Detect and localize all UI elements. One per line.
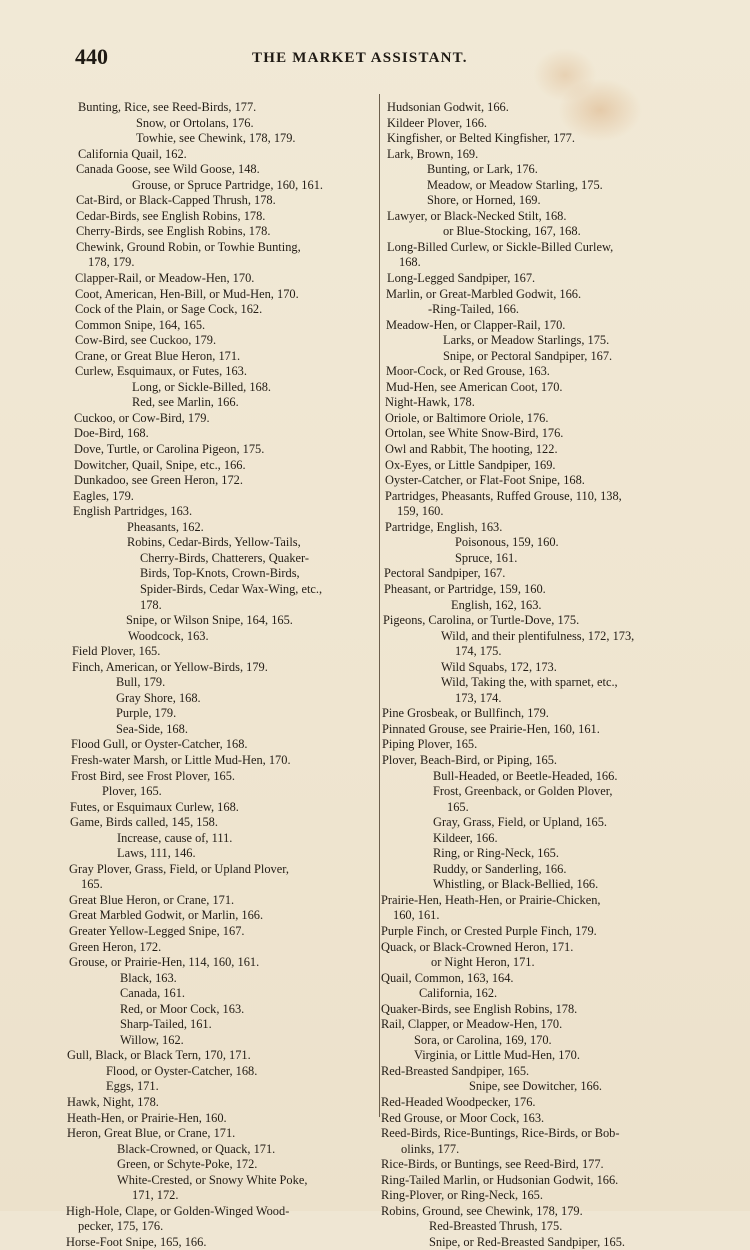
index-entry: Grouse, or Prairie-Hen, 114, 160, 161.: [69, 955, 260, 970]
index-entry: Red-Headed Woodpecker, 176.: [381, 1095, 536, 1109]
index-entry: Chewink, Ground Robin, or Towhie Bunting,: [76, 239, 301, 254]
index-entry: pecker, 175, 176.: [78, 1219, 164, 1234]
index-entry: Eggs, 171.: [106, 1079, 159, 1094]
index-entry: Virginia, or Little Mud-Hen, 170.: [414, 1048, 580, 1063]
index-entry: Birds, Top-Knots, Crown-Birds,: [140, 566, 300, 581]
page-number: 440: [75, 44, 108, 69]
index-entry: Cow-Bird, see Cuckoo, 179.: [75, 333, 217, 348]
index-entry: Great Marbled Godwit, or Marlin, 166.: [69, 908, 264, 923]
index-entry: 178.: [140, 597, 162, 612]
index-entry: Curlew, Esquimaux, or Futes, 163.: [75, 364, 247, 379]
index-entry: Pheasant, or Partridge, 159, 160.: [384, 581, 546, 596]
index-entry: California, 162.: [419, 986, 498, 1001]
index-entry: Snow, or Ortolans, 176.: [136, 115, 254, 130]
index-entry: Greater Yellow-Legged Snipe, 167.: [69, 923, 245, 938]
index-entry: Dowitcher, Quail, Snipe, etc., 166.: [74, 457, 246, 472]
index-entry: Doe-Bird, 168.: [74, 426, 149, 441]
index-entry: Clapper-Rail, or Meadow-Hen, 170.: [75, 271, 255, 286]
index-entry: Ring-Plover, or Ring-Neck, 165.: [381, 1188, 543, 1203]
column-divider: [379, 94, 380, 1117]
index-entry: Cock of the Plain, or Sage Cock, 162.: [75, 302, 263, 317]
page-header: [75, 44, 495, 74]
index-entry: Cat-Bird, or Black-Capped Thrush, 178.: [76, 193, 276, 208]
index-entry: Dunkadoo, see Green Heron, 172.: [74, 473, 243, 488]
index-entry: Gray, Grass, Field, or Upland, 165.: [433, 815, 608, 830]
index-entry: Gull, Black, or Black Tern, 170, 171.: [67, 1048, 251, 1063]
index-entry: Shore, or Horned, 169.: [427, 193, 541, 208]
index-entry: Finch, American, or Yellow-Birds, 179.: [72, 659, 268, 674]
index-entry: 173, 174.: [455, 690, 502, 705]
index-entry: Spider-Birds, Cedar Wax-Wing, etc.,: [140, 581, 323, 596]
index-entry: Robins, Cedar-Birds, Yellow-Tails,: [127, 535, 301, 550]
index-entry: Pectoral Sandpiper, 167.: [384, 566, 506, 581]
index-entry: Rice-Birds, or Buntings, see Reed-Bird, 177.: [381, 1157, 604, 1172]
index-entry: Mud-Hen, see American Coot, 170.: [386, 379, 563, 394]
index-entry: Frost, Greenback, or Golden Plover,: [433, 784, 613, 799]
index-entry: Meadow, or Meadow Starling, 175.: [427, 177, 603, 192]
index-entry: Ruddy, or Sanderling, 166.: [433, 861, 567, 876]
index-entry: olinks, 177.: [401, 1141, 460, 1156]
index-entry: Long-Billed Curlew, or Sickle-Billed Curlew,: [387, 239, 614, 254]
index-entry: Plover, Beach-Bird, or Piping, 165.: [382, 752, 558, 767]
index-entry: Grouse, or Spruce Partridge, 160, 161.: [132, 177, 323, 192]
index-entry: Woodcock, 163.: [128, 628, 209, 643]
index-entry: Field Plover, 165.: [72, 644, 161, 659]
index-entry: Cuckoo, or Cow-Bird, 179.: [74, 410, 210, 425]
index-entry: Meadow-Hen, or Clapper-Rail, 170.: [386, 317, 566, 332]
index-entry: Lark, Brown, 169.: [387, 146, 479, 161]
index-entry: Long-Legged Sandpiper, 167.: [387, 271, 536, 286]
index-entry: Pine Grosbeak, or Bullfinch, 179.: [382, 706, 549, 721]
index-entry: Marlin, or Great-Marbled Godwit, 166.: [386, 286, 582, 301]
index-entry: Horse-Foot Snipe, 165, 166.: [66, 1234, 207, 1249]
index-entry: 171, 172.: [132, 1188, 179, 1203]
index-entry: Black, 163.: [120, 970, 177, 985]
index-entry: High-Hole, Clape, or Golden-Winged Wood-: [66, 1203, 290, 1218]
index-entry: Green, or Schyte-Poke, 172.: [117, 1157, 258, 1172]
index-entry: or Blue-Stocking, 167, 168.: [443, 224, 581, 239]
index-entry: Towhie, see Chewink, 178, 179.: [136, 131, 296, 146]
index-entry: Long, or Sickle-Billed, 168.: [132, 379, 272, 394]
index-entry: Partridge, English, 163.: [385, 519, 503, 534]
index-entry: Larks, or Meadow Starlings, 175.: [443, 333, 610, 348]
index-entry: Wild Squabs, 172, 173.: [441, 659, 557, 674]
index-entry: Purple Finch, or Crested Purple Finch, 179.: [381, 923, 597, 938]
index-entry: Quaker-Birds, see English Robins, 178.: [381, 1001, 578, 1016]
index-entry: Plover, 165.: [102, 784, 162, 799]
index-entry: Coot, American, Hen-Bill, or Mud-Hen, 170.: [75, 286, 299, 301]
index-entry: Fresh-water Marsh, or Little Mud-Hen, 170.: [71, 752, 291, 767]
index-entry: California Quail, 162.: [78, 146, 187, 161]
index-entry: or Night Heron, 171.: [431, 955, 535, 970]
index-entry: Quail, Common, 163, 164.: [381, 970, 514, 985]
index-entry: 159, 160.: [397, 504, 444, 519]
index-entry: Snipe, or Red-Breasted Sandpiper, 165.: [429, 1234, 625, 1249]
index-entry: Piping Plover, 165.: [382, 737, 478, 752]
index-entry: Pigeons, Carolina, or Turtle-Dove, 175.: [383, 613, 580, 628]
index-entry: Sharp-Tailed, 161.: [120, 1017, 212, 1032]
index-entry: Cherry-Birds, see English Robins, 178.: [76, 224, 271, 239]
index-entry: Dove, Turtle, or Carolina Pigeon, 175.: [74, 442, 265, 457]
index-entry: English, 162, 163.: [451, 597, 542, 612]
index-entry: White-Crested, or Snowy White Poke,: [117, 1172, 308, 1187]
index-entry: Canada, 161.: [120, 986, 186, 1001]
index-entry: Gray Plover, Grass, Field, or Upland Plover,: [69, 861, 289, 876]
index-entry: Heath-Hen, or Prairie-Hen, 160.: [67, 1110, 227, 1125]
index-entry: Pheasants, 162.: [127, 519, 204, 534]
index-entry: Sora, or Carolina, 169, 170.: [414, 1032, 552, 1047]
index-entry: Owl and Rabbit, The hooting, 122.: [385, 442, 558, 457]
index-entry: Rail, Clapper, or Meadow-Hen, 170.: [381, 1017, 563, 1032]
index-entry: Common Snipe, 164, 165.: [75, 317, 206, 332]
index-entry: Ring-Tailed Marlin, or Hudsonian Godwit, 166.: [381, 1172, 619, 1187]
running-title: THE MARKET ASSISTANT.: [252, 50, 468, 66]
index-entry: 165.: [447, 799, 469, 814]
index-entry: Prairie-Hen, Heath-Hen, or Prairie-Chicken,: [381, 892, 601, 907]
index-entry: Gray Shore, 168.: [116, 690, 201, 705]
index-entry: Bull, 179.: [116, 675, 166, 690]
index-entry: Increase, cause of, 111.: [117, 830, 233, 845]
index-entry: Snipe, or Pectoral Sandpiper, 167.: [443, 348, 613, 363]
index-entry: Oriole, or Baltimore Oriole, 176.: [385, 410, 549, 425]
index-entry: Futes, or Esquimaux Curlew, 168.: [70, 799, 239, 814]
index-entry: Reed-Birds, Rice-Buntings, Rice-Birds, or Bob-: [381, 1126, 620, 1141]
index-column-right: [381, 100, 693, 1250]
index-entry: 160, 161.: [393, 908, 440, 923]
index-entry: 165.: [81, 877, 103, 892]
index-entry: Hudsonian Godwit, 166.: [387, 100, 509, 114]
index-entry: Whistling, or Black-Bellied, 166.: [433, 877, 599, 892]
index-entry: Purple, 179.: [116, 706, 177, 721]
index-entry: -Ring-Tailed, 166.: [428, 302, 520, 317]
index-entry: Laws, 111, 146.: [117, 846, 196, 861]
index-entry: Flood Gull, or Oyster-Catcher, 168.: [71, 737, 248, 752]
index-entry: Poisonous, 159, 160.: [455, 535, 559, 550]
index-entry: Kingfisher, or Belted Kingfisher, 177.: [387, 131, 575, 146]
index-entry: Hawk, Night, 178.: [67, 1095, 159, 1109]
index-entry: Sea-Side, 168.: [116, 721, 188, 736]
index-entry: Bunting, or Lark, 176.: [427, 162, 538, 177]
index-entry: Wild, Taking the, with sparnet, etc.,: [441, 675, 618, 690]
index-entry: Oyster-Catcher, or Flat-Foot Snipe, 168.: [385, 473, 585, 488]
index-entry: Red-Breasted Thrush, 175.: [429, 1219, 563, 1234]
index-entry: Willow, 162.: [120, 1032, 184, 1047]
index-entry: Kildeer, 166.: [433, 830, 498, 845]
index-entry: Heron, Great Blue, or Crane, 171.: [67, 1126, 236, 1141]
index-entry: Snipe, see Dowitcher, 166.: [469, 1079, 603, 1094]
index-entry: Moor-Cock, or Red Grouse, 163.: [386, 364, 550, 379]
index-entry: Bull-Headed, or Beetle-Headed, 166.: [433, 768, 618, 783]
index-entry: Game, Birds called, 145, 158.: [70, 815, 218, 830]
index-entry: Red-Breasted Sandpiper, 165.: [381, 1063, 530, 1078]
index-entry: Red, or Moor Cock, 163.: [120, 1001, 245, 1016]
index-entry: Frost Bird, see Frost Plover, 165.: [71, 768, 236, 783]
index-entry: Pinnated Grouse, see Prairie-Hen, 160, 161.: [382, 721, 600, 736]
index-entry: Snipe, or Wilson Snipe, 164, 165.: [126, 613, 293, 628]
index-entry: Spruce, 161.: [455, 550, 518, 565]
index-entry: English Partridges, 163.: [73, 504, 193, 519]
index-entry: Flood, or Oyster-Catcher, 168.: [106, 1063, 258, 1078]
index-entry: Ring, or Ring-Neck, 165.: [433, 846, 559, 861]
index-entry: Great Blue Heron, or Crane, 171.: [69, 892, 235, 907]
index-entry: Red, see Marlin, 166.: [132, 395, 239, 410]
index-entry: Lawyer, or Black-Necked Stilt, 168.: [387, 208, 567, 223]
index-entry: 168.: [399, 255, 421, 270]
index-entry: Quack, or Black-Crowned Heron, 171.: [381, 939, 574, 954]
index-entry: Bunting, Rice, see Reed-Birds, 177.: [78, 100, 257, 114]
index-entry: Cherry-Birds, Chatterers, Quaker-: [140, 550, 310, 565]
index-entry: Crane, or Great Blue Heron, 171.: [75, 348, 241, 363]
index-entry: Black-Crowned, or Quack, 171.: [117, 1141, 276, 1156]
index-entry: Night-Hawk, 178.: [385, 395, 475, 410]
index-entry: Kildeer Plover, 166.: [387, 115, 487, 130]
index-entry: Robins, Ground, see Chewink, 178, 179.: [381, 1203, 583, 1218]
index-entry: Canada Goose, see Wild Goose, 148.: [76, 162, 260, 177]
index-entry: Eagles, 179.: [73, 488, 134, 503]
index-entry: Wild, and their plentifulness, 172, 173,: [441, 628, 635, 643]
index-entry: 178, 179.: [88, 255, 135, 270]
index-entry: Partridges, Pheasants, Ruffed Grouse, 110, 138,: [385, 488, 622, 503]
index-column-left: [66, 100, 376, 1250]
index-entry: Ortolan, see White Snow-Bird, 176.: [385, 426, 564, 441]
index-entry: Cedar-Birds, see English Robins, 178.: [76, 208, 266, 223]
index-entry: Red Grouse, or Moor Cock, 163.: [381, 1110, 545, 1125]
index-entry: 174, 175.: [455, 644, 502, 659]
index-entry: Green Heron, 172.: [69, 939, 162, 954]
index-entry: Ox-Eyes, or Little Sandpiper, 169.: [385, 457, 556, 472]
